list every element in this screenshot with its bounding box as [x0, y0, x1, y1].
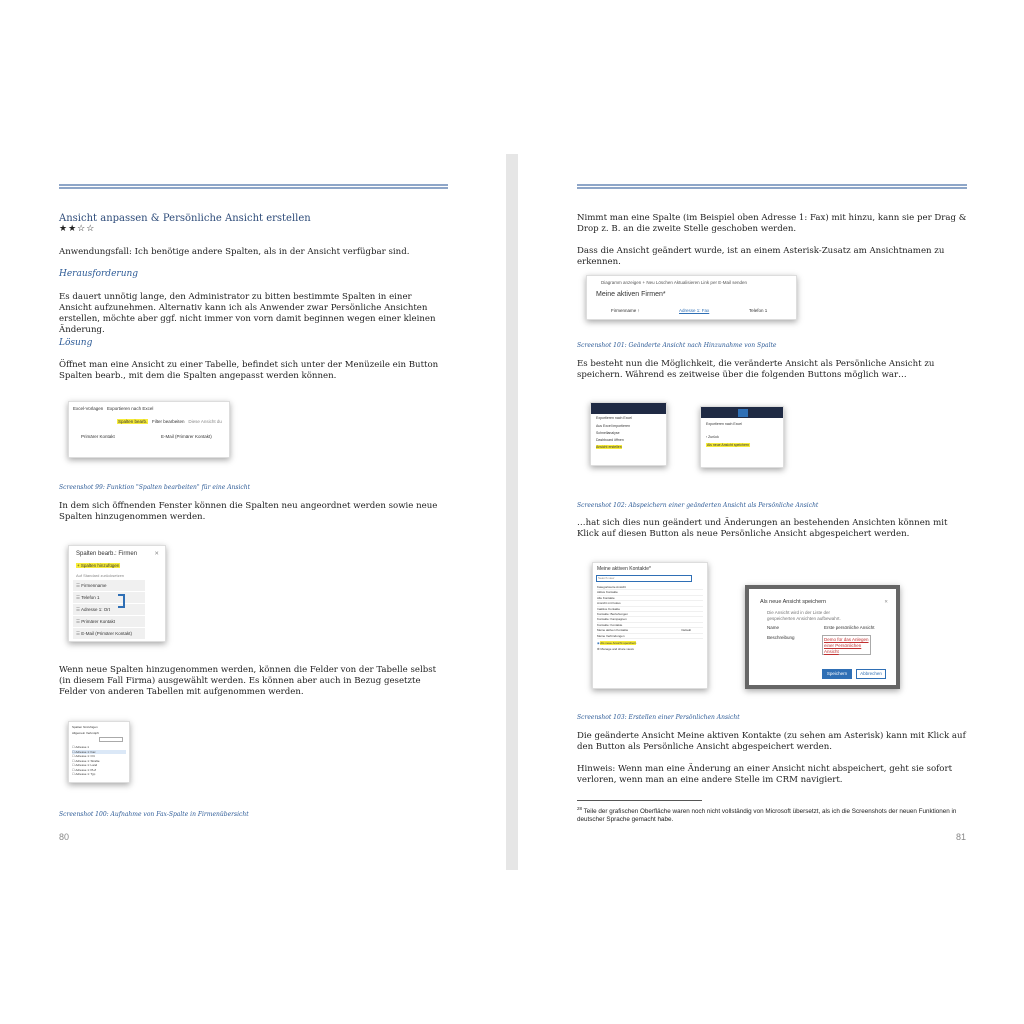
view-list-item-label: Meine aktiven Kontakte	[597, 628, 629, 633]
menu-item[interactable]	[596, 424, 662, 431]
screenshot-add-columns	[68, 721, 130, 783]
edit-filter-button[interactable]: Filter bearbeiten	[152, 419, 185, 424]
book-gutter	[506, 154, 518, 870]
footnote-text: Teile der grafischen Oberfläche waren noch nicht vollständig von Microsoft übersetzt, als ich die Screenshots der neuen Funktionen in deutscher Sprache gemacht habe.	[577, 808, 957, 824]
view-list-item-label: Kontakte: Beziehungen	[597, 611, 629, 616]
column-item-label: E-Mail (Primärer Kontakt)	[81, 631, 133, 636]
col-firmenname[interactable]: Firmenname ↑	[611, 308, 640, 313]
cancel-button[interactable]: Abbrechen	[856, 669, 886, 679]
column-item-label: Firmenname	[81, 583, 107, 588]
export-excel-label: Exportieren nach Excel	[596, 416, 632, 420]
export-excel-label: Exportieren nach Excel	[706, 422, 742, 426]
dialog-hint: Die Ansicht wird in der Liste der gespeicherten Ansichten aufbewahrt.	[767, 610, 841, 621]
drag-handle-icon[interactable]: ☰	[76, 619, 82, 624]
menu-item[interactable]	[596, 431, 662, 438]
para-window: In dem sich öffnenden Fenster können die Spalten neu angeordnet werden sowie neue Spalten hinzugenommen werden.	[59, 501, 438, 522]
header-row	[81, 434, 229, 440]
command-row	[117, 419, 229, 425]
page-number: 80	[59, 832, 70, 842]
use-case-text: Anwendungsfall: Ich benötige andere Spalten, als in der Ansicht verfügbar sind.	[59, 247, 410, 257]
dialog-title: Als neue Ansicht speichern	[760, 599, 827, 605]
para-hint: Hinweis: Wenn man eine Änderung an einer Ansicht nicht abspeichert, geht sie sofort verloren, wenn man an eine andere Stelle im CRM navigiert.	[577, 764, 953, 785]
default-label: Default	[681, 628, 691, 633]
screenshot-101	[586, 275, 797, 320]
para-drag: Nimmt man eine Spalte (im Beispiel oben Adresse 1: Fax) mit hinzu, kann sie per Drag & Drop z. B. an die zweite Stelle geschoben werden.	[577, 213, 967, 234]
col-fax[interactable]: Adresse 1: Fax	[679, 308, 710, 313]
view-list-item-label: Kontakte: Kontakte	[597, 622, 623, 627]
difficulty-stars: ★★☆☆	[59, 224, 96, 234]
para-new-columns: Wenn neue Spalten hinzugenommen werden, können die Felder von der Tabelle selbst (in diesem Fall Firma) ausgewählt werden. Es können aber auch in Bezug gesetzte Felder von anderen Tabellen mit aufgenommen werden.	[59, 665, 437, 697]
field-item-label: Adresse 1: Land	[75, 763, 98, 767]
save-view-icon: ◉	[597, 640, 601, 645]
col-email: E-Mail (Primärer Kontakt)	[161, 434, 212, 439]
footnote-mark: 28	[577, 806, 583, 811]
field-item-label: Adresse 1: PLZ	[75, 767, 97, 772]
column-item[interactable]	[73, 628, 145, 639]
description-input[interactable]: Demo für das Anlegen einer Persönlichen Ansicht	[822, 635, 871, 655]
nav-bar	[591, 403, 666, 414]
checkbox-icon[interactable]: ☐	[72, 754, 76, 758]
solution-text: Öffnet man eine Ansicht zu einer Tabelle, befindet sich unter der Menüzeile ein Button Spalten bearb., mit dem die Spalten angepasst werden können.	[59, 360, 439, 381]
view-title[interactable]: Meine aktiven Kontakte*	[597, 566, 651, 572]
solution-title: Lösung	[59, 338, 93, 348]
menu-item[interactable]	[596, 438, 662, 445]
view-list-item-label: Kategorisierte Ansicht	[597, 585, 627, 589]
column-list	[73, 580, 145, 640]
add-columns-button[interactable]: + Spalten hinzufügen	[77, 563, 120, 568]
field-item[interactable]	[72, 772, 126, 777]
add-search-input[interactable]	[99, 737, 123, 742]
save-as-new-view-button[interactable]: Als neue Ansicht speichern	[707, 443, 750, 447]
save-as-new-view-label: Als neue Ansicht speichern	[600, 640, 637, 645]
field-item-label: Adresse 1: Ort	[75, 754, 95, 758]
view-list-item-label: Inaktive Kontakte	[597, 606, 621, 611]
view-list-item-label: Alle Kontakte	[597, 595, 615, 600]
view-list-item-label: Aktive Kontakte	[597, 590, 618, 595]
edit-columns-button[interactable]: Spalten bearb.	[118, 419, 148, 424]
section-heading: Ansicht anpassen & Persönliche Ansicht erstellen	[59, 213, 311, 224]
back-button[interactable]: ‹ Zurück	[706, 435, 719, 439]
para-possibility: Es besteht nun die Möglichkeit, die veränderte Ansicht als Persönliche Ansicht zu speichern. Während es zeitweise über die folgenden Buttons möglich war…	[577, 359, 935, 380]
field-item-label: Adresse 1: Typ	[75, 772, 96, 776]
drag-handle-icon[interactable]: ☰	[76, 583, 82, 588]
description-label: Beschreibung	[767, 635, 795, 640]
footnote	[577, 805, 967, 824]
screenshot-99	[68, 401, 230, 458]
dialog-title: Spalten bearb.: Firmen	[76, 551, 138, 557]
screenshot-edit-columns	[68, 545, 166, 642]
manage-views-label: Manage and share views	[600, 646, 634, 651]
close-icon[interactable]: ✕	[154, 551, 159, 557]
challenge-text: Es dauert unnötig lange, den Administrator zu bitten bestimmte Spalten in einer Ansicht aufzunehmen. Alternativ kann ich als Anwender zwar Persönliche Ansichten erstellen, möchte aber ggf. nicht immer von vorn damit beginnen wegen einer kleinen Änderung.	[59, 292, 436, 335]
column-item[interactable]	[73, 580, 145, 591]
menu-item[interactable]	[596, 445, 662, 452]
drag-arrow-icon	[118, 594, 125, 608]
tab-default[interactable]: Allgemein	[72, 731, 86, 735]
field-item-label: Adresse 1: Fax	[75, 749, 96, 754]
screenshot-103a	[592, 562, 708, 689]
caption-99: Screenshot 99: Funktion "Spalten bearbeiten" für eine Ansicht	[59, 484, 251, 491]
view-list-item-label: Meine Verbindungen	[597, 633, 625, 638]
add-panel-title: Spalten hinzufügen	[72, 725, 98, 729]
challenge-title: Herausforderung	[59, 269, 139, 279]
reset-link[interactable]: Auf Standard zurücksetzen	[76, 573, 125, 578]
caption-102: Screenshot 102: Abspeichern einer geänderten Ansicht als Persönliche Ansicht	[577, 502, 819, 509]
col-telefon[interactable]: Telefon 1	[749, 308, 768, 313]
para-saved: Die geänderte Ansicht Meine aktiven Kontakte (zu sehen am Asterisk) kann mit Klick auf den Button als Persönliche Ansicht abgespeichert werden.	[577, 731, 966, 752]
column-item[interactable]	[73, 592, 145, 603]
column-item-label: Primärer Kontakt	[81, 619, 116, 624]
para-changed: …hat sich dies nun geändert und Änderungen an bestehenden Ansichten können mit Klick auf diesen Button als neue Persönliche Ansicht abgespeichert werden.	[577, 518, 948, 539]
checkbox-icon[interactable]: ☐	[72, 772, 76, 776]
manage-views-icon: ⚙	[597, 646, 601, 651]
view-list	[597, 585, 703, 653]
caption-101: Screenshot 101: Geänderte Ansicht nach Hinzunahme von Spalte	[577, 342, 777, 349]
drag-handle-icon[interactable]: ☰	[76, 631, 82, 636]
page-number: 81	[956, 832, 967, 842]
view-search-input[interactable]: Diese Ansicht du	[188, 419, 222, 424]
name-input[interactable]: Erste persönliche Ansicht	[824, 625, 875, 630]
add-panel-tabs	[72, 731, 99, 735]
column-item[interactable]	[73, 616, 145, 627]
checkbox-icon[interactable]: ☐	[72, 758, 76, 763]
view-list-item-label: Ansicht mit Fokus	[597, 601, 621, 606]
toolbar-row	[73, 406, 229, 412]
view-title[interactable]: Meine aktiven Firmen*	[596, 291, 666, 298]
add-field-list	[72, 745, 126, 777]
footnote-rule	[577, 800, 702, 801]
active-nav-icon	[738, 409, 748, 417]
left-page	[30, 154, 506, 870]
col-primary-contact: Primärer Kontakt	[81, 434, 115, 439]
name-label: Name	[767, 625, 780, 630]
ribbon-toolbar: Diagramm anzeigen + Neu Löschen Aktualisieren Link per E-Mail senden	[601, 280, 747, 285]
drag-handle-icon[interactable]: ☰	[76, 595, 82, 600]
right-page	[518, 154, 994, 870]
view-list-item[interactable]	[597, 634, 703, 639]
screenshot-102b	[700, 406, 784, 468]
caption-100: Screenshot 100: Aufnahme von Fax-Spalte in Firmenübersicht	[59, 811, 249, 818]
header-rule	[577, 184, 967, 189]
para-asterisk: Dass die Ansicht geändert wurde, ist an einem Asterisk-Zusatz am Ansichtnamen zu erkennen.	[577, 246, 945, 267]
screenshot-102a	[590, 402, 667, 466]
menu-item-label: Ansicht erstellen	[596, 445, 622, 449]
menu-item-label: Schnellanalyse	[596, 431, 620, 435]
export-excel-label: Exportieren nach Excel	[107, 406, 154, 411]
column-item[interactable]	[73, 604, 145, 615]
checkbox-icon[interactable]: ☐	[72, 749, 76, 754]
manage-views-item[interactable]	[597, 647, 703, 653]
header-rule	[59, 184, 448, 189]
drag-handle-icon[interactable]: ☰	[76, 607, 82, 612]
column-item-label: Telefon 1	[81, 595, 100, 600]
checkbox-icon[interactable]: ☐	[72, 767, 76, 772]
screenshot-103b	[745, 585, 900, 689]
checkbox-icon[interactable]: ☐	[72, 745, 76, 749]
menu-item-label: Dashboard öffnen	[596, 438, 624, 442]
close-icon[interactable]: ✕	[884, 599, 888, 604]
view-list-item-label: Kontakte: Kampagnen	[597, 617, 627, 622]
caption-103: Screenshot 103: Erstellen einer Persönlichen Ansicht	[577, 714, 740, 721]
tab-related[interactable]: Verknüpft	[86, 731, 99, 735]
export-menu	[596, 424, 662, 452]
menu-item-label: Aus Excel importieren	[596, 424, 631, 428]
checkbox-icon[interactable]: ☐	[72, 763, 76, 767]
field-item-label: Adresse 1: Straße	[75, 758, 100, 763]
save-button[interactable]: Speichern	[822, 669, 852, 679]
view-search-input[interactable]: Search view	[596, 575, 692, 582]
field-item-label: Adresse 1	[75, 745, 89, 749]
excel-templates-label: Excel-Vorlagen	[73, 406, 104, 411]
column-item-label: Adresse 1: Ort	[81, 607, 111, 612]
